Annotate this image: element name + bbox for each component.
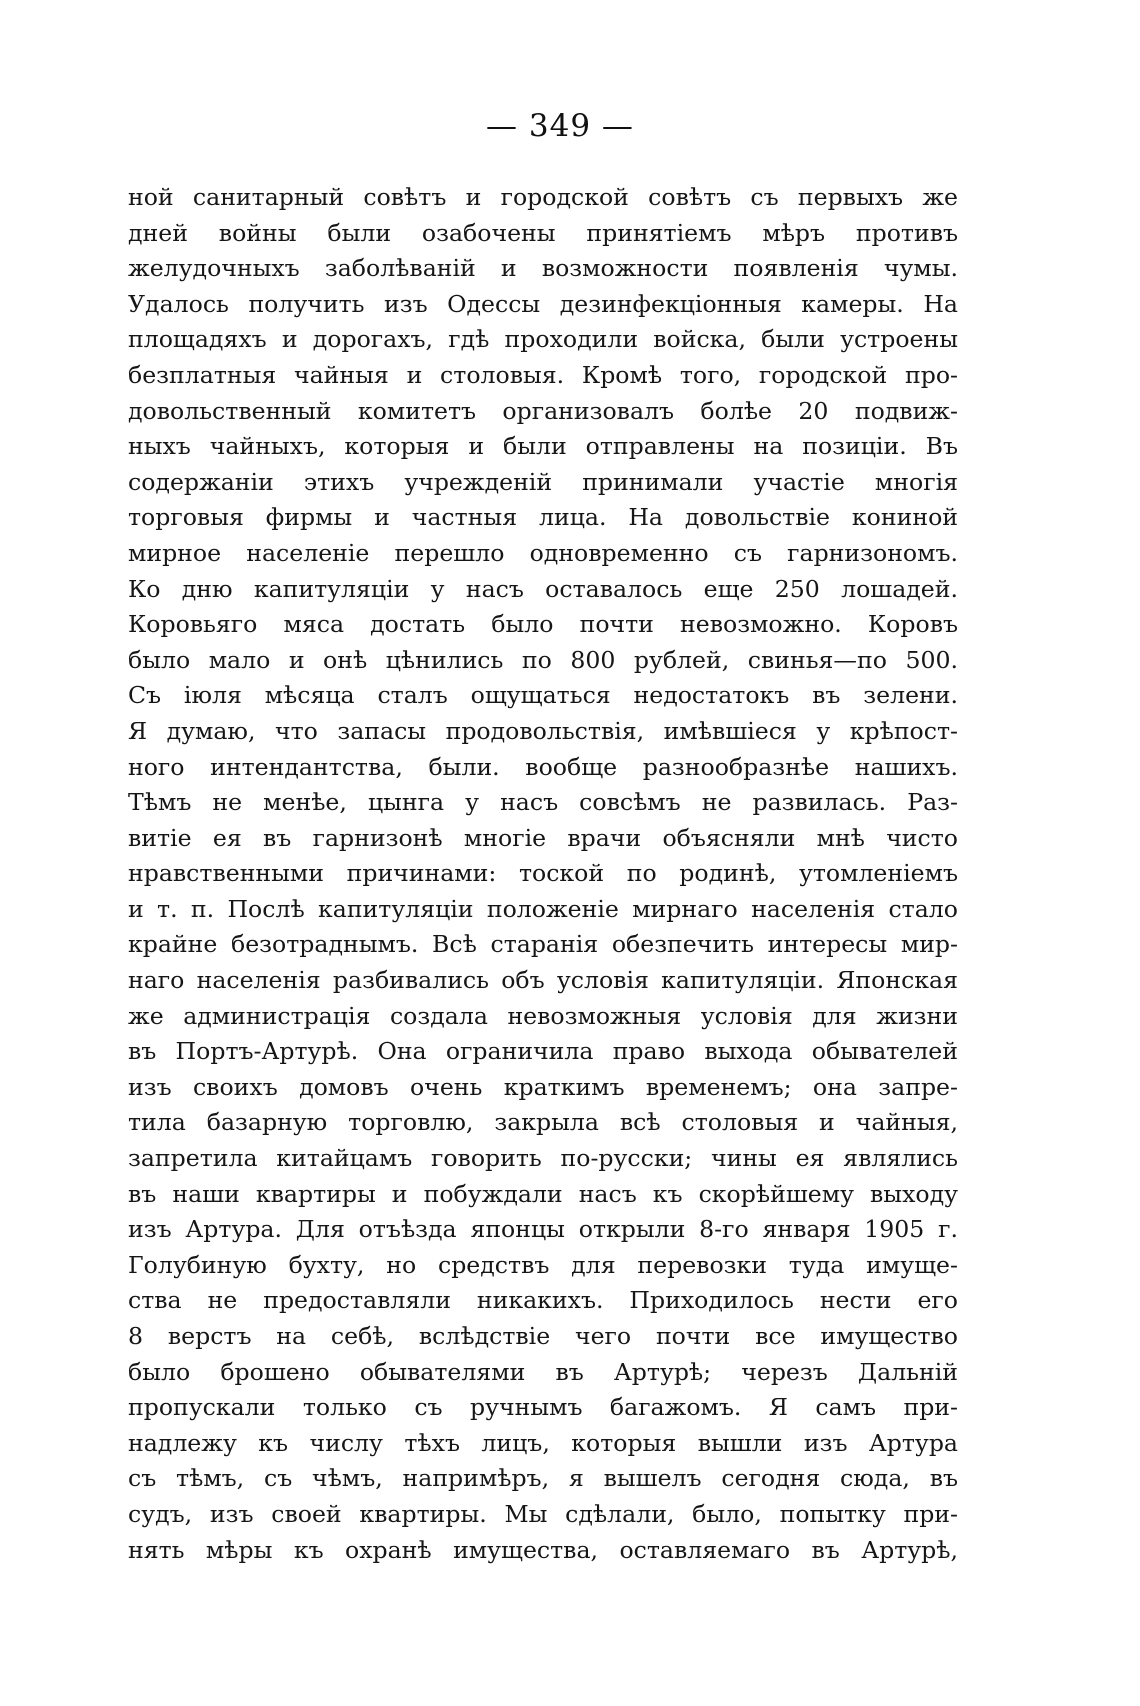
text-line: тила базарную торговлю, закрыла всѣ столовыя и чайныя, — [128, 1108, 958, 1137]
body-text — [128, 180, 958, 1568]
text-line: Я думаю, что запасы продовольствія, имѣвшіеся у крѣпост- — [128, 716, 958, 745]
text-line: нравственными причинами: тоской по родинѣ, утомленіемъ — [128, 859, 958, 888]
text-line: въ наши квартиры и побуждали насъ къ скорѣйшему выходу — [128, 1179, 958, 1208]
text-line: ныхъ чайныхъ, которыя и были отправлены на позиціи. Въ — [128, 432, 958, 461]
text-line: крайне безотраднымъ. Всѣ старанія обезпечить интересы мир- — [128, 930, 958, 959]
text-line: изъ Артура. Для отъѣзда японцы открыли 8-го января 1905 г. — [128, 1215, 958, 1244]
page-number: — 349 — — [486, 108, 634, 144]
text-line: было мало и онѣ цѣнились по 800 рублей, свинья—по 500. — [128, 645, 958, 674]
text-line: пропускали только съ ручнымъ багажомъ. Я самъ при- — [128, 1393, 958, 1422]
text-line: наго населенія разбивались объ условія капитуляціи. Японская — [128, 966, 958, 995]
text-line: Коровьяго мяса достать было почти невозможно. Коровъ — [128, 610, 958, 639]
text-line: площадяхъ и дорогахъ, гдѣ проходили войска, были устроены — [128, 325, 958, 354]
text-line: въ Портъ-Артурѣ. Она ограничила право выхода обывателей — [128, 1037, 958, 1066]
text-line: мирное населеніе перешло одновременно съ гарнизономъ. — [128, 538, 958, 567]
text-line: нять мѣры къ охранѣ имущества, оставляемаго въ Артурѣ, — [128, 1535, 958, 1564]
text-line: Ко дню капитуляціи у насъ оставалось еще 250 лошадей. — [128, 574, 958, 603]
text-line: было брошено обывателями въ Артурѣ; черезъ Дальній — [128, 1357, 958, 1386]
text-line: судъ, изъ своей квартиры. Мы сдѣлали, было, попытку при- — [128, 1499, 958, 1528]
text-line: довольственный комитетъ организовалъ болѣе 20 подвиж- — [128, 396, 958, 425]
text-line: Тѣмъ не менѣе, цынга у насъ совсѣмъ не развилась. Раз- — [128, 788, 958, 817]
text-line: и т. п. Послѣ капитуляціи положеніе мирнаго населенія стало — [128, 894, 958, 923]
text-line: 8 верстъ на себѣ, вслѣдствіе чего почти все имущество — [128, 1322, 958, 1350]
text-line: съ тѣмъ, съ чѣмъ, напримѣръ, я вышелъ сегодня сюда, въ — [128, 1464, 958, 1493]
text-line: надлежу къ числу тѣхъ лицъ, которыя вышли изъ Артура — [128, 1428, 958, 1457]
text-line: ного интендантства, были. вообще разнообразнѣе нашихъ. — [128, 752, 958, 781]
text-line: витіе ея въ гарнизонѣ многіе врачи объясняли мнѣ чисто — [128, 823, 958, 852]
text-line: желудочныхъ заболѣваній и возможности появленія чумы. — [128, 254, 958, 283]
text-line: дней войны были озабочены принятіемъ мѣръ противъ — [128, 218, 958, 247]
text-line: торговыя фирмы и частныя лица. На довольствіе кониной — [128, 503, 958, 532]
text-line: Удалось получить изъ Одессы дезинфекціонныя камеры. На — [128, 289, 958, 318]
text-line: содержаніи этихъ учрежденій принимали участіе многія — [128, 467, 958, 496]
text-line: Съ іюля мѣсяца сталъ ощущаться недостатокъ въ зелени. — [128, 681, 958, 710]
text-line: изъ своихъ домовъ очень краткимъ временемъ; она запре- — [128, 1072, 958, 1101]
text-line: Голубиную бухту, но средствъ для перевозки туда имуще- — [128, 1250, 958, 1279]
text-line: безплатныя чайныя и столовыя. Кромѣ того, городской про- — [128, 360, 958, 389]
text-line: ной санитарный совѣтъ и городской совѣтъ съ первыхъ же — [128, 183, 958, 211]
text-line: запретила китайцамъ говорить по-русски; чины ея являлись — [128, 1144, 958, 1173]
text-line: ства не предоставляли никакихъ. Приходилось нести его — [128, 1286, 958, 1315]
text-line: же администрація создала невозможныя условія для жизни — [128, 1001, 958, 1030]
